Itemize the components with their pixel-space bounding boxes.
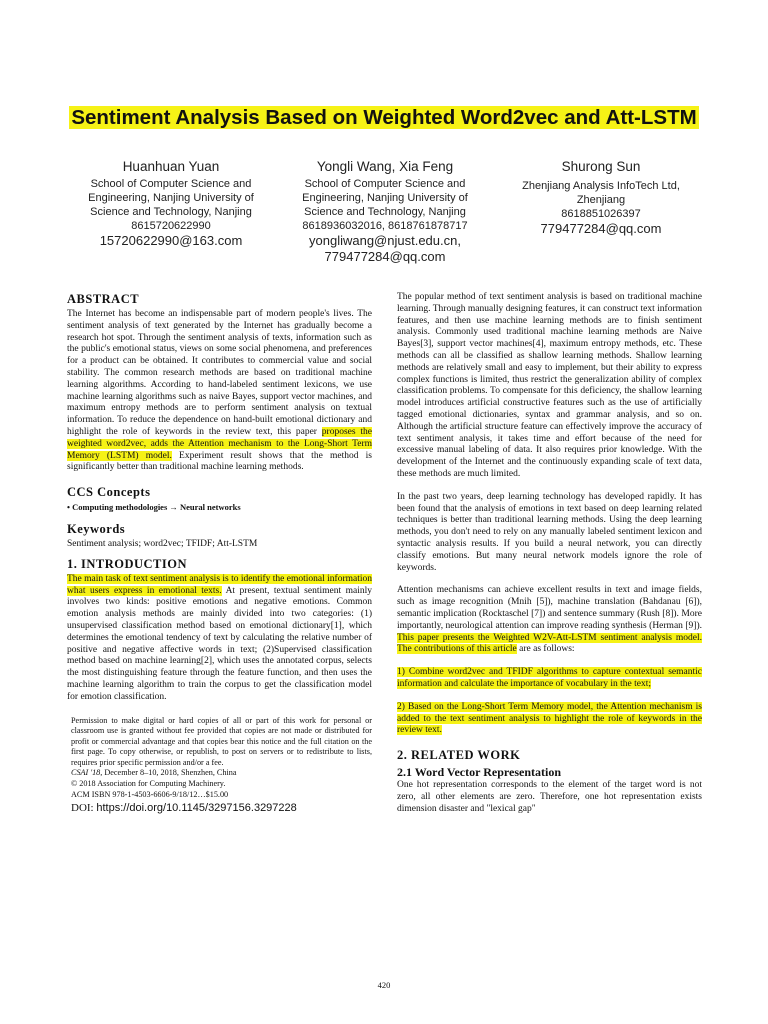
author-email: 779477284@qq.com <box>324 249 446 264</box>
keywords-text: Sentiment analysis; word2vec; TFIDF; Att-LSTM <box>67 538 258 549</box>
introduction-text: The main task of text sentiment analysis is to identify the emotional information what users express in emotional texts. At present, textual sentiment mainly involves two kinds: positive emotions and negative emotions. Common emotion analysis methods are mainly divided into two categories: (1) unsupervised classification method based on emotional dictionary[1], which determines the emotional tendency of text by calculating the relative number of positive and negative affective words in text; (2)Supervised classification method based on machine learning[2], which uses the annotated corpus, selects the most distinguishing feature through the feature function, and then uses the machine learning algorithm to train the corpus to get the classification model for emotion classification. <box>67 573 372 702</box>
paragraph: The popular method of text sentiment analysis is based on traditional machine learning. Through manually designing features, it can construct text information features, and then use machine learning methods are to finish sentiment analysis. Commonly used traditional machine learning methods are Naive Bayes[3], support vector machines[4], maximum entropy methods, etc. These methods can all be classified as shallow learning methods. Shallow learning methods are relatively small and easy to implement, but their ability to express complex functions is limited, thus restrict the generalization ability of complex classification problems. To compensate for this deficiency, the shallow learning model introduces artificial constructive features such as the use of artificially tagged emotional dictionaries, syntax and grammar analysis, and so on. Although the artificial structure feature can effectively improve the accuracy of text sentiment analysis, it takes time and effort because of the need for excessive manual labeling of data. It also requires prior knowledge. With the development of the Internet and the continuously expanding scale of text data, these methods are much limited. <box>397 292 702 479</box>
copyright-line: © 2018 Association for Computing Machinery. <box>71 779 226 789</box>
abstract-heading: ABSTRACT <box>67 292 140 306</box>
paper-title: Sentiment Analysis Based on Weighted Word2vec and Att-LSTM <box>71 106 697 129</box>
author-name: Yongli Wang, Xia Feng <box>316 159 454 174</box>
author-affiliation: School of Computer Science and <box>304 178 466 190</box>
author-block-2 <box>282 158 488 265</box>
author-affiliation: Science and Technology, Nanjing <box>90 206 252 218</box>
author-phone: 8618936032016, 8618761878717 <box>302 220 468 232</box>
highlighted-text: The main task of text sentiment analysis is to identify the emotional information what users express in emotional texts. <box>67 573 372 596</box>
ccs-item: • Computing methodologies → Neural networks <box>67 502 241 513</box>
author-email: 779477284@qq.com <box>540 221 662 236</box>
keywords-heading: Keywords <box>67 521 126 536</box>
abstract-text: The Internet has become an indispensable part of modern people's lives. The sentiment analysis of text generated by the Internet has gradually become a research hot spot. Through the sentiment analysis of texts, information such as the public's emotional status, views on some social phenomena, and preferences for a product can be obtained. It contributes to commercial value and social stability. The common research methods are based on traditional machine learning algorithms. According to hand-labeled sentiment lexicons, we use machine learning algorithms such as naive Bayes, support vector machines, and maximum entropy methods are to perform sentiment analysis on textual information. To reduce the dependence on hand-built emotional dictionary and highlight the role of keywords in the review text, this paper proposes the weighted word2vec, adds the Attention mechanism to the Long-Short Term Memory (LSTM) model. Experiment result shows that the method is significantly better than traditional machine learning methods. <box>67 309 372 473</box>
author-phone: 8615720622990 <box>131 220 211 232</box>
author-phone: 8618851026397 <box>561 208 641 220</box>
author-email: yongliwang@njust.edu.cn, <box>309 233 461 248</box>
contribution-item: 2) Based on the Long-Short Term Memory model, the Attention mechanism is added to the text sentiment analysis to highlight the role of keywords in the review text. <box>397 701 702 736</box>
paragraph: One hot representation corresponds to the element of the target word is not zero, all other elements are zero. Therefore, one hot representation exists dimension disaster and "lexical gap" <box>397 780 702 814</box>
doi-link[interactable]: https://doi.org/10.1145/3297156.3297228 <box>96 802 297 815</box>
page-number: 420 <box>377 980 391 990</box>
highlighted-text: This paper presents the Weighted W2V-Att-LSTM sentiment analysis model. The contributions of this article <box>397 632 702 655</box>
highlighted-text: proposes the weighted word2vec, adds the Attention mechanism to the Long-Short Term Memory (LSTM) model. <box>67 426 372 461</box>
author-affiliation: Science and Technology, Nanjing <box>304 206 466 218</box>
related-work-heading: 2. RELATED WORK <box>397 748 521 763</box>
permission-notice: Permission to make digital or hard copies of all or part of this work for personal or classroom use is granted without fee provided that copies are not made or distributed for profit or commercial advantage and that copies bear this notice and the full citation on the first page. To copy otherwise, or republish, to post on servers or to redistribute to lists, requires prior specific permission and/or a fee. CSAI '18, December 8–10, 2018, Shenzhen, China © 2018 Association for Computing Machinery. ACM ISBN 978-1-4503-6606-9/18/12…$15.00 <box>71 715 372 799</box>
right-column <box>397 292 702 821</box>
doi-line: DOI: https://doi.org/10.1145/3297156.3297228 <box>71 802 297 815</box>
author-affiliation: Zhenjiang <box>576 194 626 206</box>
conference-line: CSAI '18, December 8–10, 2018, Shenzhen, China <box>71 768 237 778</box>
ccs-heading: CCS Concepts <box>67 485 151 500</box>
subsection-heading: 2.1 Word Vector Representation <box>397 765 561 780</box>
author-name: Huanhuan Yuan <box>122 159 220 174</box>
author-affiliation: Zhenjiang Analysis InfoTech Ltd, <box>522 180 680 192</box>
author-email: 15720622990@163.com <box>99 233 243 248</box>
isbn-line: ACM ISBN 978-1-4503-6606-9/18/12…$15.00 <box>71 789 229 799</box>
contribution-item: 1) Combine word2vec and TFIDF algorithms to capture contextual semantic information and calculate the importance of vocabulary in the text; <box>397 667 702 689</box>
left-column <box>67 292 372 815</box>
paragraph: In the past two years, deep learning technology has developed rapidly. It has been found that the analysis of emotions in text based on deep learning related techniques is better than traditional learning methods. Using the deep learning methods, you don't need to rely on any manually labeled sentiment lexicon and syntactic analysis results. If you build a neural network, you can directly classify emotions. But many neural network models ignore the role of keywords. <box>397 491 702 573</box>
author-block-3 <box>496 158 706 237</box>
author-affiliation: Engineering, Nanjing University of <box>88 192 254 204</box>
author-name: Shurong Sun <box>561 159 641 174</box>
paragraph: Attention mechanisms can achieve excellent results in text and image fields, such as image recognition (Mnih [5]), machine translation (Bahdanau [6]), semantic implication (Rocktaschel [7]) and sentence summary (Rush [8]). More importantly, neurological attention can improve reading synthesis (Herman [9]). This paper presents the Weighted W2V-Att-LSTM sentiment analysis model. The contributions of this article are as follows: <box>397 585 702 655</box>
author-affiliation: Engineering, Nanjing University of <box>302 192 468 204</box>
introduction-heading: 1. INTRODUCTION <box>67 556 188 571</box>
author-affiliation: School of Computer Science and <box>90 178 252 190</box>
author-block-1 <box>67 158 275 249</box>
